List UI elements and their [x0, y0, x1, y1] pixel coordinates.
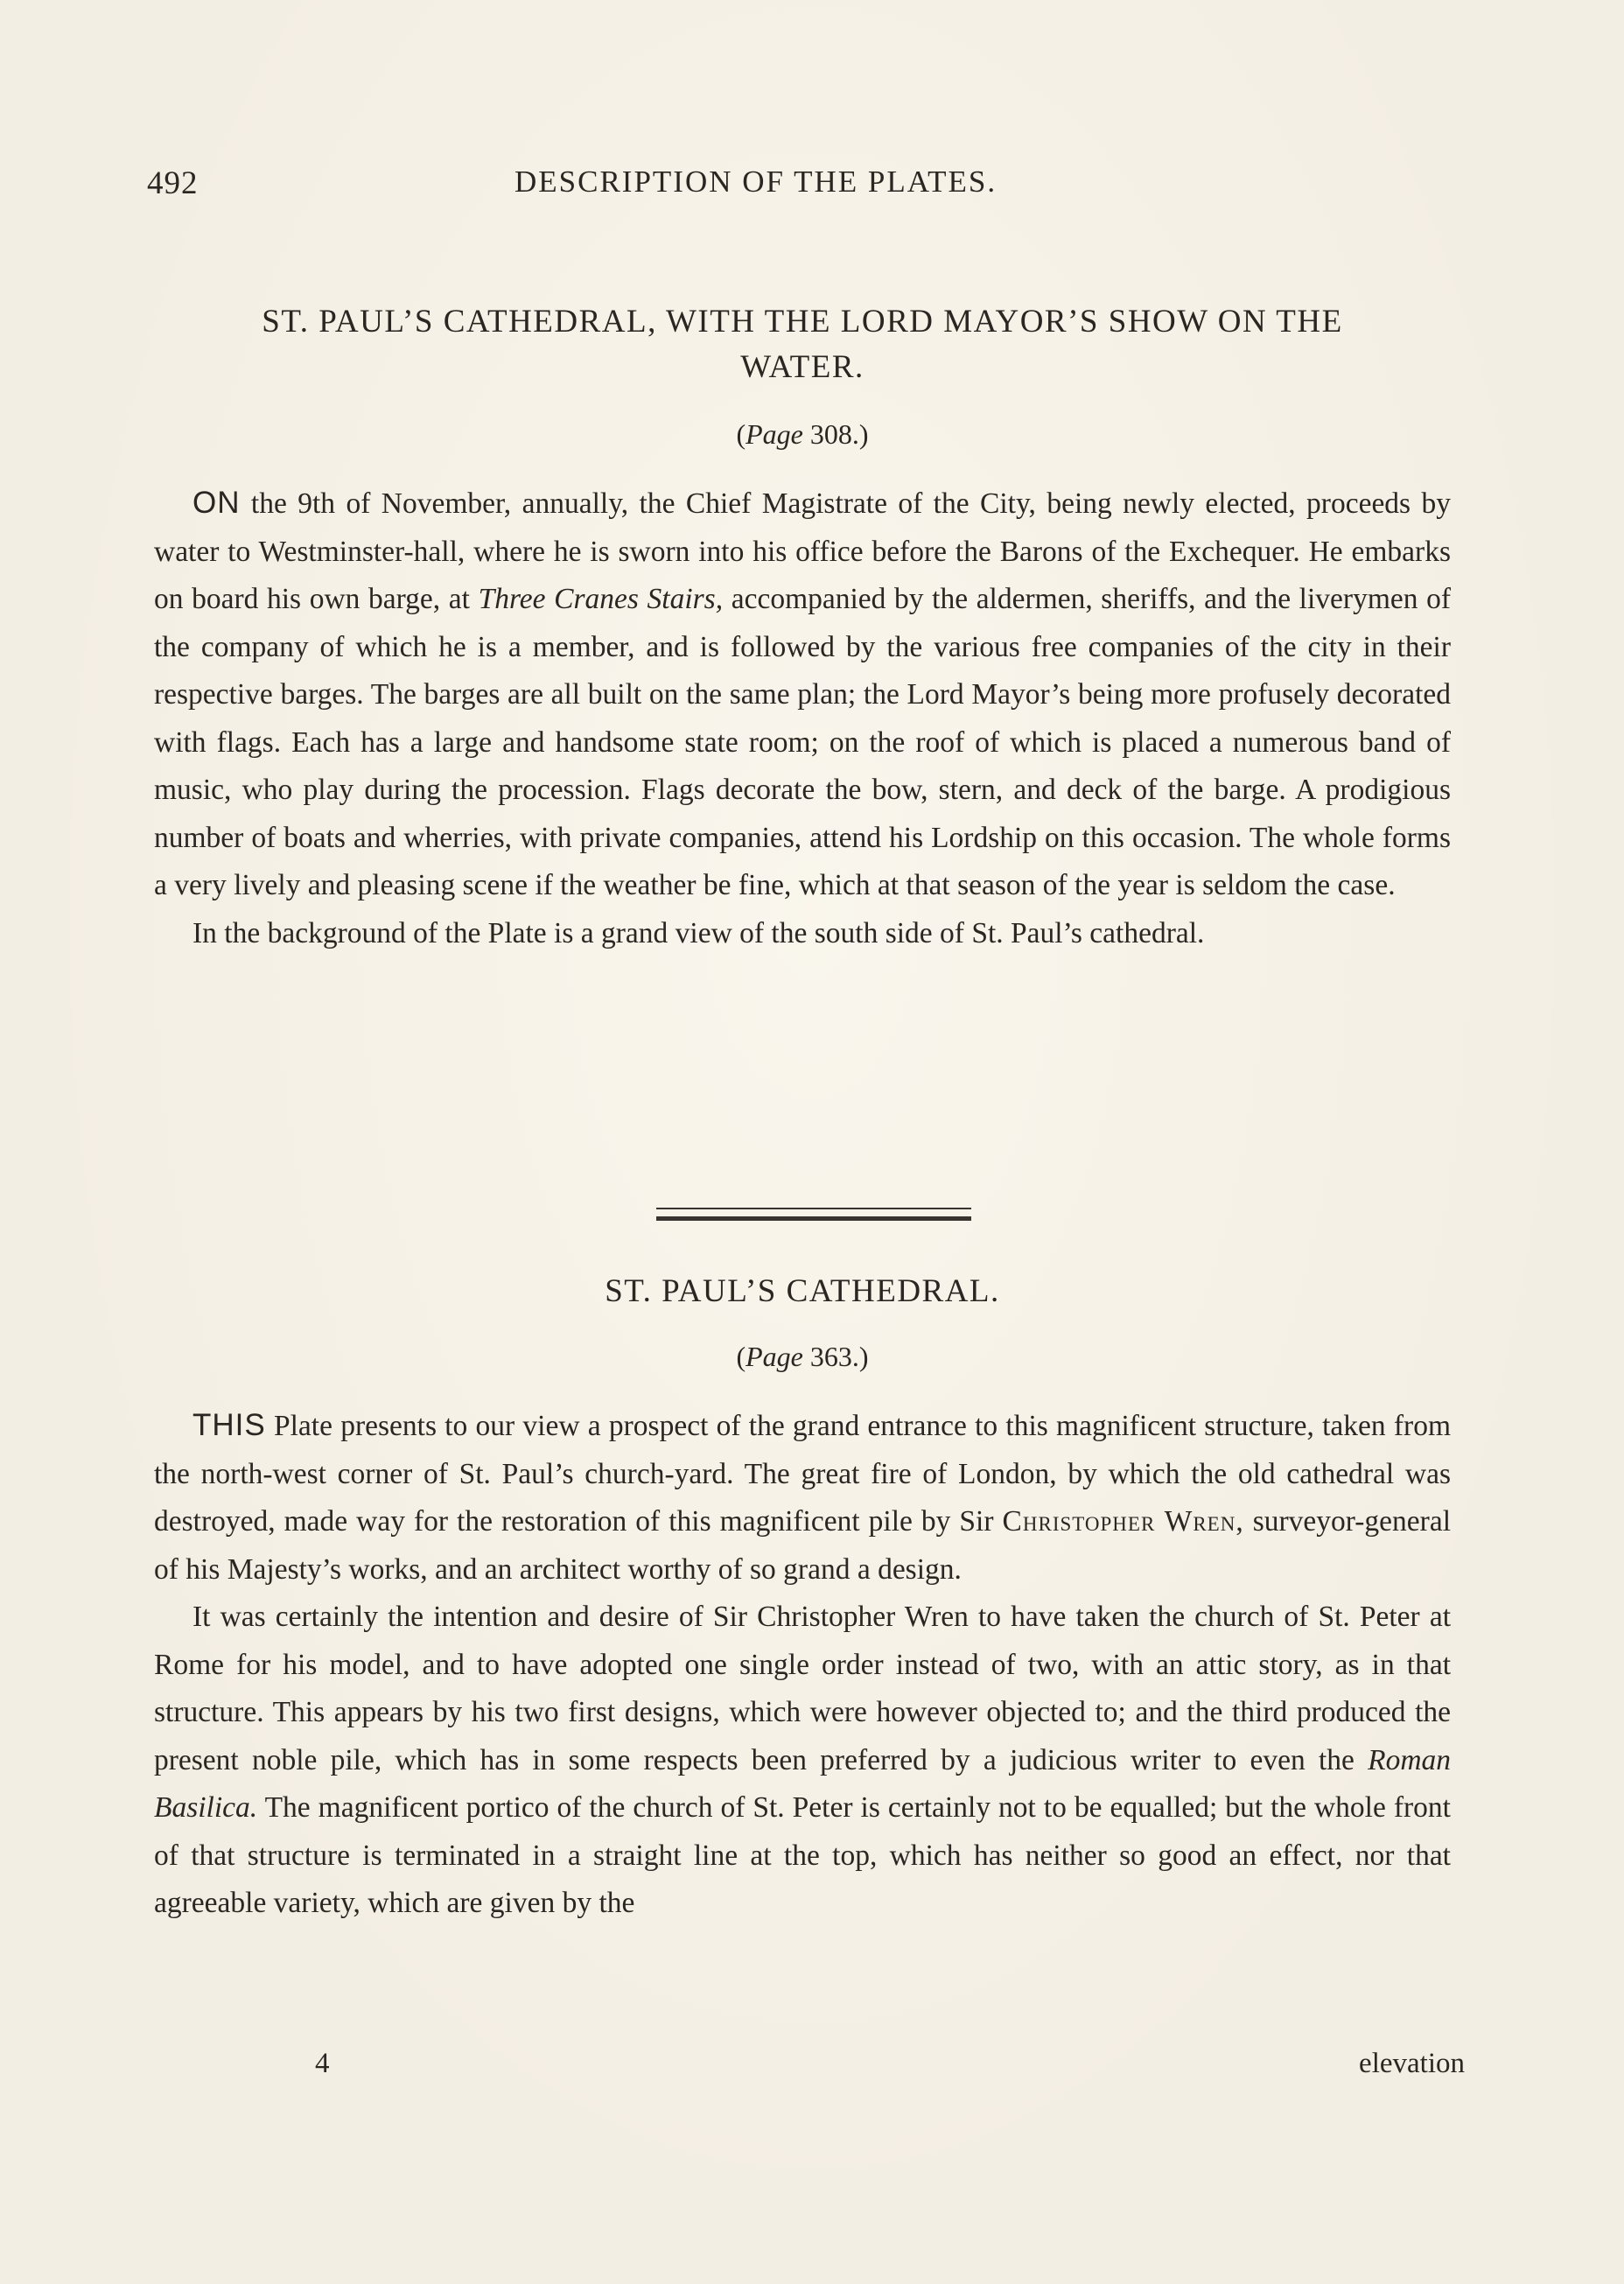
paragraph-text: accompanied by the aldermen, sheriffs, and the liverymen of the company of which he is a member, and is followed by the various free companies of the city in their respective barges. The barges are all built on the same plan; the Lord Mayor’s being more profusely decorated with flags. Each has a large and handsome state room; on the roof of which is placed a numerous band of music, who play during the procession. Flags decorate the bow, stern, and deck of the barge. A prodigious number of boats and wherries, with private companies, attend his Lordship on this occasion. The whole forms a very lively and pleasing scene if the weather be fine, which at that season of the year is seldom the case. [154, 583, 1452, 901]
page-footer [154, 2048, 1465, 2091]
paragraph-text: The magnificent portico of the church of St. Peter is certainly not to be equalled; but the whole front of that structure is terminated in a straight line at the top, which has neither so good an effect, nor that agreeable variety, which are given by the [154, 1791, 1451, 1919]
paragraph [154, 1402, 1451, 1594]
person-name: Christopher Wren, [1002, 1505, 1244, 1538]
section-divider-rule [656, 1208, 971, 1221]
page-number: 492 [147, 165, 199, 201]
paragraph-text: the 9th of November, annually, the Chief Magistrate of the City, being newly elected, proceeds by water to Westminster-hall, where he is sworn into his office before the Barons of the Exchequer. He embarks on board his own barge, at [154, 487, 1452, 615]
running-title: DESCRIPTION OF THE PLATES. [514, 165, 998, 199]
section-lord-mayors-show [154, 299, 1451, 957]
page-reference: (Page 308.) [736, 418, 869, 450]
paragraph-initial-word: ON [192, 486, 241, 520]
page-reference: (Page 363.) [736, 1341, 869, 1372]
emphasized-term: Roman Basilica. [154, 1743, 1452, 1824]
paragraph-text: Plate presents to our view a prospect of the grand entrance to this magnificent structure, taken from the north-west corner of St. Paul’s church-yard. The great fire of London, by which the old cathedral was destroyed, made way for the restoration of this magnificent pile by Sir [154, 1410, 1452, 1538]
paragraph: In the background of the Plate is a grand view of the south side of St. Paul’s cathedral. [192, 916, 1205, 949]
running-head [147, 165, 1092, 210]
signature-mark: 4 [315, 2048, 330, 2079]
paragraph [154, 480, 1451, 910]
section-st-pauls-cathedral [154, 1269, 1451, 1928]
page-value: 308. [809, 418, 859, 450]
section-title: ST. PAUL’S CATHEDRAL. [605, 1273, 1000, 1309]
paragraph-text: surveyor-general of his Majesty’s works, and an architect worthy of so grand a design. [154, 1505, 1452, 1586]
place-name: Three Cranes Stairs, [478, 583, 724, 615]
paragraph-text: It was certainly the intention and desire of Sir Christopher Wren to have taken the church of St. Peter at Rome for his model, and to have adopted one single order instead of two, with an attic story, as in that structure. This appears by his two first designs, which were however objected to; and the third produced the present noble pile, which has in some respects been preferred by a judicious writer to even the [154, 1601, 1451, 1776]
page-label: Page [746, 418, 803, 450]
section-title-line2: WATER. [740, 349, 864, 385]
paragraph [154, 1594, 1451, 1928]
section-title [154, 299, 1451, 390]
page-value: 363. [809, 1341, 859, 1372]
section-title-line1: ST. PAUL’S CATHEDRAL, WITH THE LORD MAYOR’S SHOW ON THE [262, 304, 1343, 340]
page-label: Page [746, 1341, 803, 1372]
paragraph-initial-word: THIS [192, 1408, 266, 1442]
catchword: elevation [1359, 2048, 1465, 2079]
